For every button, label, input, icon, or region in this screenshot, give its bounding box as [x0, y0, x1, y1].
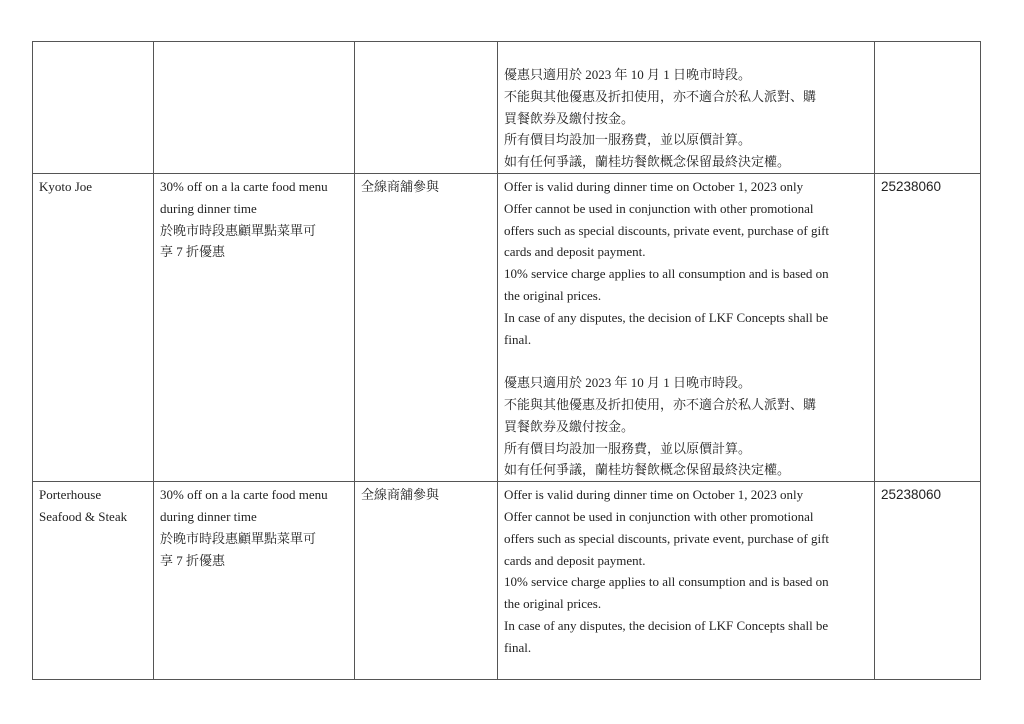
offer-line: during dinner time: [160, 508, 257, 524]
terms-en-line: Offer is valid during dinner time on October 1, 2023 only: [504, 487, 804, 503]
offer-line: 30% off on a la carte food menu: [160, 487, 328, 503]
phone-cell: [875, 174, 981, 482]
terms-en-line: offers such as special discounts, private event, purchase of gift: [504, 530, 830, 546]
terms-en-line: 10% service charge applies to all consumption and is based on: [504, 574, 829, 590]
table-row: [33, 42, 981, 174]
table-row: [33, 482, 981, 680]
terms-en-line: offers such as special discounts, private event, purchase of gift: [504, 222, 830, 238]
phone-number: 25238060: [881, 179, 942, 194]
terms-en-line: In case of any disputes, the decision of LKF Concepts shall be: [504, 309, 829, 325]
terms-zh-line: 不能與其他優惠及折扣使用，亦不適合於私人派對、購: [504, 396, 817, 412]
terms-en-line: cards and deposit payment.: [504, 244, 646, 260]
offer-cell: [154, 482, 355, 680]
offer-cell: [154, 174, 355, 482]
offers-table: [32, 41, 981, 680]
terms-zh-line: 所有價目均設加一服務費，並以原價計算。: [504, 440, 752, 456]
participation-cell: [355, 482, 498, 680]
terms-en-line: final.: [504, 331, 532, 347]
terms-zh-line: 優惠只適用於 2023 年 10 月 1 日晚市時段。: [504, 67, 752, 82]
terms-en-line: the original prices.: [504, 287, 602, 303]
terms-cell: [498, 482, 875, 680]
restaurant-cell: [33, 482, 154, 680]
offer-cell: [154, 42, 355, 174]
terms-zh-line: 如有任何爭議，蘭桂坊餐飲概念保留最終決定權。: [504, 154, 791, 170]
terms-en-line: the original prices.: [504, 596, 602, 612]
participation-text: 全線商舖參與: [361, 179, 440, 194]
terms-en-line: Offer cannot be used in conjunction with other promotional: [504, 200, 814, 216]
offer-line: during dinner time: [160, 200, 257, 216]
restaurant-name: Porterhouse: [39, 487, 102, 503]
terms-en-line: In case of any disputes, the decision of LKF Concepts shall be: [504, 617, 829, 633]
terms-en-line: 10% service charge applies to all consumption and is based on: [504, 266, 829, 282]
restaurant-cell: [33, 42, 154, 174]
terms-zh-line: 不能與其他優惠及折扣使用，亦不適合於私人派對、購: [504, 88, 817, 104]
phone-cell: [875, 482, 981, 680]
phone-cell: [875, 42, 981, 174]
terms-zh-line: 買餐飲券及繳付按金。: [504, 110, 635, 126]
terms-zh-line: 優惠只適用於 2023 年 10 月 1 日晚市時段。: [504, 375, 752, 391]
terms-cell: [498, 42, 875, 174]
restaurant-name: Seafood & Steak: [39, 508, 128, 524]
paragraph-gap: [504, 350, 868, 372]
terms-zh-line: 買餐飲券及繳付按金。: [504, 418, 635, 434]
restaurant-name: Kyoto Joe: [39, 179, 93, 194]
offer-line: 享 7 折優惠: [160, 552, 226, 568]
offer-line: 於晚市時段惠顧單點菜單可: [160, 530, 317, 546]
offer-line: 30% off on a la carte food menu: [160, 179, 328, 194]
offer-line: 享 7 折優惠: [160, 244, 226, 260]
terms-zh-line: 所有價目均設加一服務費，並以原價計算。: [504, 132, 752, 148]
participation-text: 全線商舖參與: [361, 487, 440, 503]
table-row: [33, 174, 981, 482]
terms-en-line: Offer is valid during dinner time on October 1, 2023 only: [504, 179, 804, 194]
terms-en-line: cards and deposit payment.: [504, 552, 646, 568]
offer-line: 於晚市時段惠顧單點菜單可: [160, 222, 317, 238]
terms-zh-line: 如有任何爭議，蘭桂坊餐飲概念保留最終決定權。: [504, 462, 791, 478]
terms-cell: [498, 174, 875, 482]
restaurant-cell: [33, 174, 154, 482]
phone-number: 25238060: [881, 487, 942, 503]
terms-en-line: Offer cannot be used in conjunction with other promotional: [504, 508, 814, 524]
participation-cell: [355, 42, 498, 174]
participation-cell: [355, 174, 498, 482]
terms-en-line: final.: [504, 639, 532, 655]
